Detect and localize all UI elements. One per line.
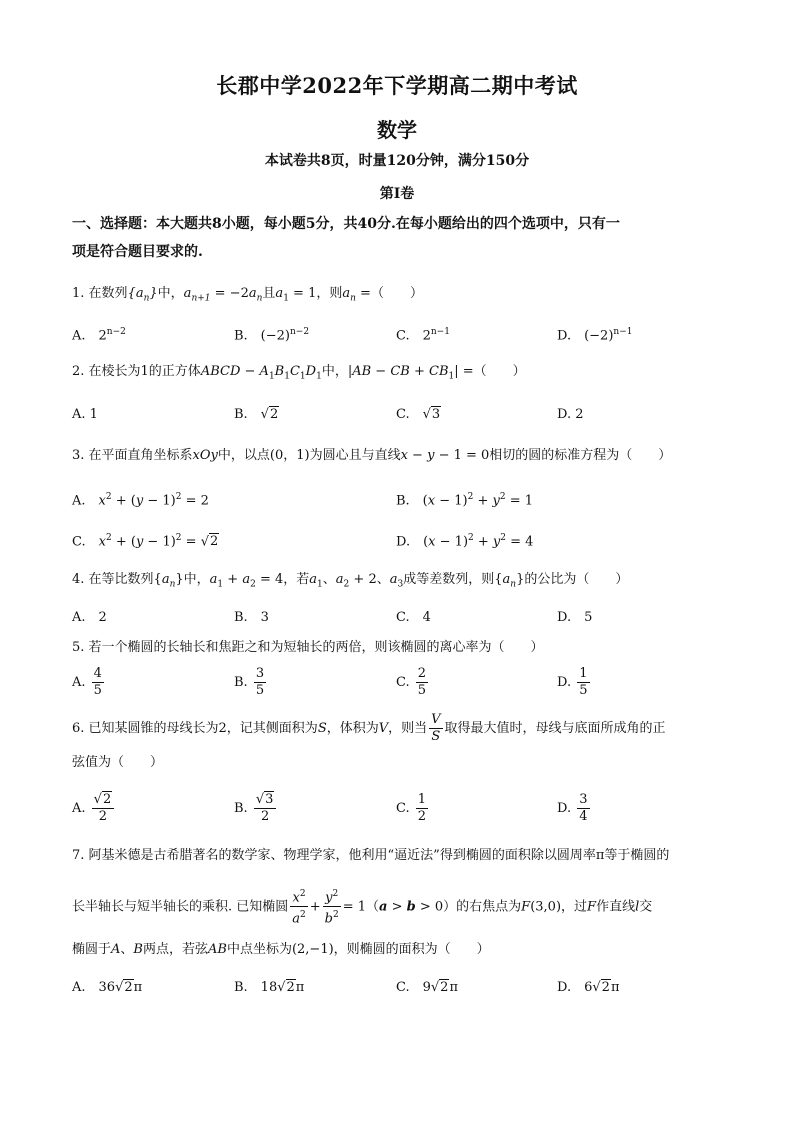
- q5-option-d: D. $\frac{1}{5}$: [557, 666, 588, 698]
- question-4-stem: 4. 在等比数列$\{a_n\}$中，$a_1 + a_2 = 4$，若$a_1$、$a_2 + 2$、$a_3$成等差数列，则$\{a_n\}$的公比为（ ）: [72, 572, 629, 590]
- subject-title: 数学: [377, 118, 417, 142]
- q4-option-d: D. 5: [557, 610, 593, 625]
- question-2-stem: 2. 在棱长为1的正方体ABCD − $A_1B_1C_1D_1$中，|AB − CB + $CB_1|$ =（ ）: [72, 364, 526, 382]
- q4-option-b: B. 3: [234, 610, 269, 625]
- q1-option-a: A. $2^{n-2}$: [72, 327, 126, 344]
- q3-option-a: A. $x^2 + (y - 1)^2 = 2$: [72, 492, 209, 509]
- question-3-stem: 3. 在平面直角坐标系xOy中，以点(0，1)为圆心且与直线x − y − 1 = 0相切的圆的标准方程为（ ）: [72, 448, 672, 463]
- exam-info: 本试卷共8页，时量120分钟，满分150分: [264, 153, 530, 169]
- q5-option-c: C. $\frac{2}{5}$: [396, 666, 427, 698]
- q4-option-a: A. 2: [72, 610, 107, 625]
- q3-option-b: B. $(x - 1)^2 + y^2 = 1$: [396, 492, 534, 509]
- q1-option-b: B. $(-2)^{n-2}$: [234, 327, 310, 344]
- q7-option-b: B. 18√2π: [234, 980, 305, 995]
- q1-option-d: D. $(-2)^{n-1}$: [557, 327, 633, 344]
- q6-option-b: B. $\frac{√3}{2}$: [234, 792, 278, 825]
- exam-title: 长郡中学2022年下学期高二期中考试: [216, 73, 578, 98]
- q7-option-a: A. 36√2π: [72, 980, 143, 995]
- q6-option-d: D. $\frac{3}{4}$: [557, 792, 588, 824]
- part-label: 第Ⅰ卷: [379, 186, 415, 202]
- q2-option-c: C. √3: [396, 407, 441, 422]
- q2-option-d: D. 2: [557, 407, 584, 422]
- q7-option-d: D. 6√2π: [557, 980, 620, 995]
- q6-option-c: C. $\frac{1}{2}$: [396, 792, 427, 824]
- q6-option-a: A. $\frac{√2}{2}$: [72, 792, 116, 825]
- q2-option-a: A. 1: [72, 407, 98, 422]
- question-7-stem-line2: 长半轴长与短半轴长的乘积. 已知椭圆 $\frac{x^2}{a^2}$ + $\frac{y^2}{b^2}$ = 1（a > b > 0）的右焦点为F(3,0)，过F作直线l交: [72, 886, 732, 928]
- q1-option-c: C. $2^{n-1}$: [396, 327, 450, 344]
- question-6-stem-line2: 弦值为（ ）: [72, 755, 164, 770]
- question-1-stem: 1. 在数列$\{a_n\}$中，$a_{n+1} = -2a_n$且$a_1 = 1$，则$a_n$ =（ ）: [72, 286, 423, 304]
- q5-option-b: B. $\frac{3}{5}$: [234, 666, 265, 698]
- question-5-stem: 5. 若一个椭圆的长轴长和焦距之和为短轴长的两倍，则该椭圆的离心率为（ ）: [72, 640, 544, 655]
- q5-option-a: A. $\frac{4}{5}$: [72, 666, 102, 698]
- section-heading-line2: 项是符合题目要求的.: [72, 244, 203, 260]
- q3-option-d: D. $(x - 1)^2 + y^2 = 4$: [396, 533, 534, 550]
- question-7-stem: 7. 阿基米德是古希腊著名的数学家、物理学家，他利用“逼近法”得到椭圆的面积除以圆周率π等于椭圆的: [72, 848, 670, 863]
- question-7-stem-line3: 椭圆于A、B两点，若弦AB中点坐标为(2,−1)，则椭圆的面积为（ ）: [72, 942, 490, 957]
- q4-option-c: C. 4: [396, 610, 431, 625]
- section-heading-line1: 一、选择题：本大题共8小题，每小题5分，共40分.在每小题给出的四个选项中，只有一: [72, 216, 620, 232]
- question-6-stem: 6. 已知某圆锥的母线长为2，记其侧面积为S，体积为V，则当 $\frac{V}{S}$ 取得最大值时，母线与底面所成角的正: [72, 712, 666, 744]
- q2-option-b: B. √2: [234, 407, 279, 422]
- q7-option-c: C. 9√2π: [396, 980, 458, 995]
- q3-option-c: C. $x^2 + (y - 1)^2 = √2$: [72, 533, 219, 550]
